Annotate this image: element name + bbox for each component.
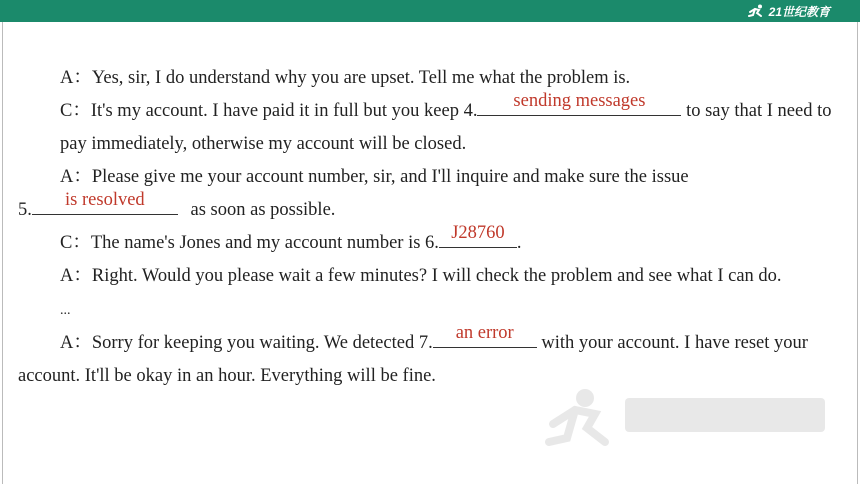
dialogue-line-1: A：Yes, sir, I do understand why you are upset. Tell me what the problem is. [60,68,631,88]
answer-6: J28760 [451,223,505,243]
right-border [857,22,858,484]
brand-logo [748,3,830,19]
blank-6 [439,223,517,248]
blank-7 [433,323,537,348]
header-bar [0,0,860,22]
blank-5 [32,190,178,215]
answer-5: is resolved [65,190,145,210]
running-figure-icon [748,4,766,18]
blank-4 [477,91,681,116]
answer-7: an error [455,323,514,343]
dialogue-ellipsis: ... [60,303,71,318]
dialogue-line-4: C：The name's Jones and my account number is 6. J28760 . [60,223,522,253]
dialogue-line-3: A：Please give me your account number, sir, and I'll inquire and make sure the issue [60,167,689,187]
dialogue-line-6: A：Sorry for keeping you waiting. We detected 7. an error with your account. I have reset your account. It'll be okay in an hour. Everything will be fine. [18,323,808,386]
left-border [2,22,3,484]
dialogue-line-2: C：It's my account. I have paid it in full but you keep 4. sending messages to say that I need to pay immediately, otherwise my account will be closed. [60,91,832,154]
dialogue-line-5: A：Right. Would you please wait a few minutes? I will check the problem and see what I can do. [60,266,782,286]
dialogue-line-3-cont: 5. is resolved as soon as possible. [18,190,336,220]
dialogue-text [18,62,840,393]
watermark-logo [545,384,835,454]
logo-text: 21世纪教育 [768,4,830,19]
answer-4: sending messages [513,91,646,111]
